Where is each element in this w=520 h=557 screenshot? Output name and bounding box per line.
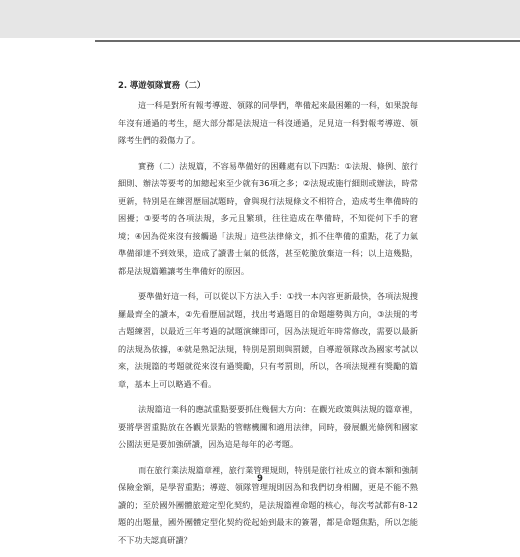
page-number: 9 [257,474,263,484]
page-margin [0,42,14,500]
paragraph-4: 法規篇這一科的應試重點要要抓住幾個大方向：在觀光政策與法規的篇章裡，要將學習重點放在各觀光景點的管轄機關和適用法律，同時，發展觀光條例和國家公園法更是要加強研讀，因為這是每年的必考題。 [118,404,418,449]
paragraph-1: 這一科是對所有報考導遊、領隊的同學們，準備起來最困難的一科，如果說每年沒有通過的考生，絕大部分都是法規這一科沒通過，足見這一科對報考導遊、領隊考生們的殺傷力了。 [118,100,418,145]
paragraph-5: 而在旅行業法規篇章裡，旅行業管理規則，特別是旅行社成立的資本額和強制保險金額，是學習重點；導遊、領隊管理規則因為和我們切身相關，更是不能不熟讀的；至於國外團體旅遊定型化契約，是法規篇裡命題的核心，每次考試都有8-12題的出題量，國外團體定型化契約從起始到最末的簽署，都是命題焦點，所以怎能不下功夫認真研讀？ [118,464,418,545]
paragraph-3: 要準備好這一科，可以從以下方法入手：①找一本內容更新最快，各項法規搜羅最齊全的讀本，②先看歷屆試題，找出考過題目的命題趨勢與方向，③法規的考古題練習，以最近三年考過的試題演練即可，因為法規近年時常修改，需要以最新的法規為依據，④就是熟記法規，特別是罰則與罰鍰，自導遊領隊改為國家考試以來，法規篇的考題就從來沒有過獎勵，只有考罰則，所以，各項法規裡有獎勵的篇章，基本上可以略過不看。 [118,291,418,389]
page-body [118,79,418,557]
header-band [0,0,520,38]
section-heading: 2. 導遊領隊實務（二） [118,80,206,90]
header-rule [95,40,520,42]
paragraph-2: 實務（二）法規篇，不容易準備好的困難處有以下四點：①法規、條例、旅行細則、辦法等要考的加總起來至少就有36項之多；②法規或施行細則或辦法，時常更新，特別是在練習歷屆試題時，會與現行法規條文不相符合，造成考生準備時的困擾；③要考的各項法規，多元且繁瑣，往往造成在準備時，不知從何下手的窘境；④因為從來沒有接觸過「法規」這些法律條文，抓不住準備的重點，花了力氣準備卻達不到效果，造成了讀書士氣的低落，甚至乾脆放棄這一科；以上這幾點，都是法規篇難讓考生準備好的原因。 [118,160,418,276]
